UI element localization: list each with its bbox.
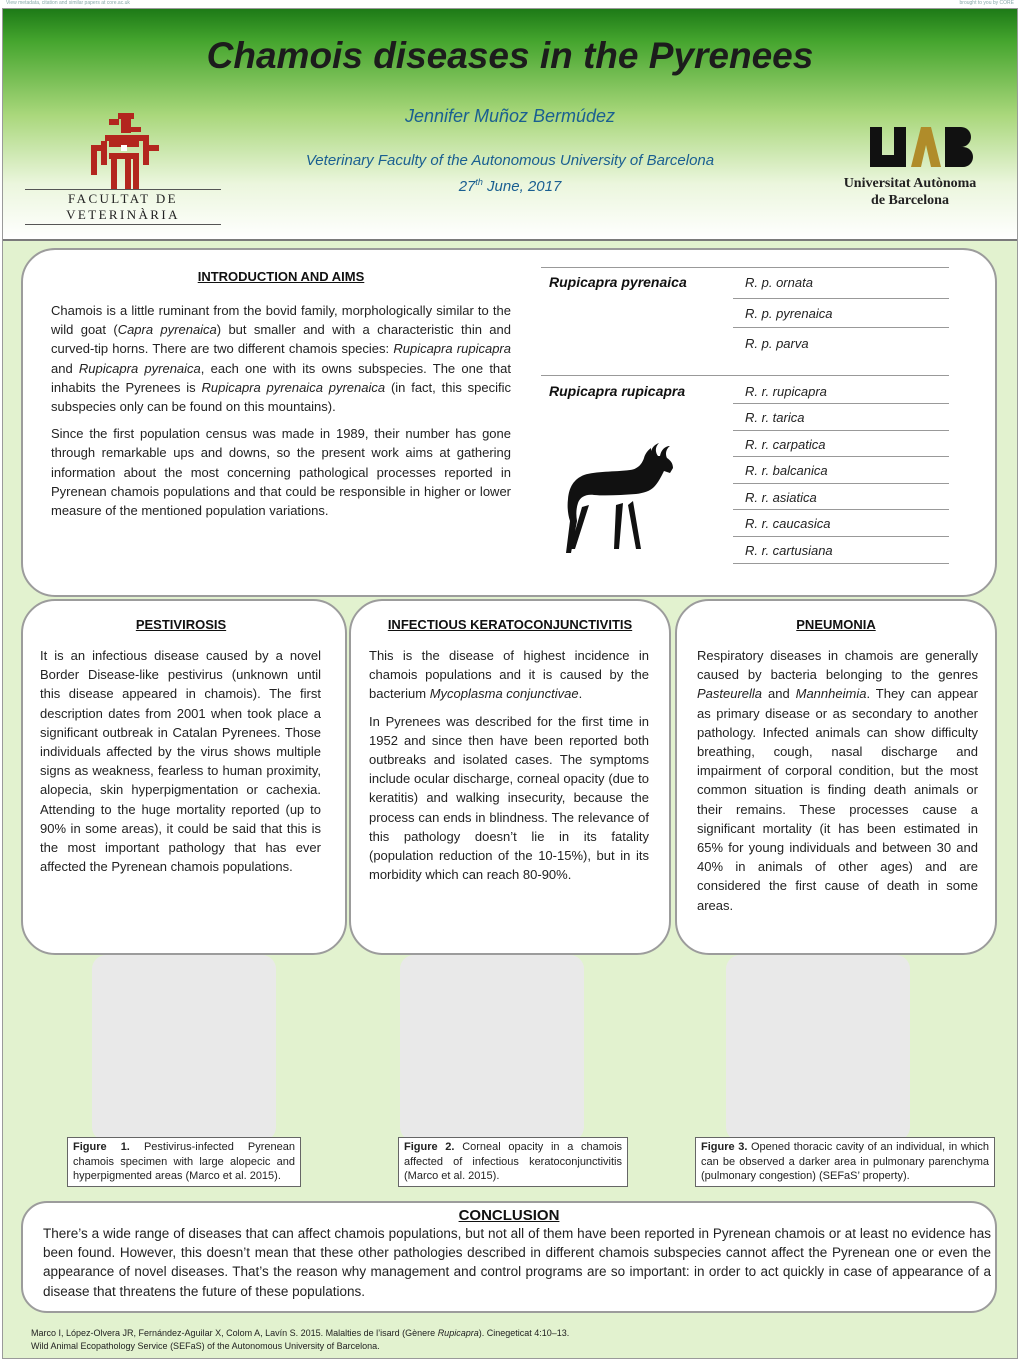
ikc-paragraph-1: This is the disease of highest incidence in chamois populations and it is caused by the bacterium Mycoplasma conjunctivae. [369,648,649,702]
core-badge[interactable]: brought to you by CORE [959,0,1014,6]
author-name: Jennifer Muñoz Bermúdez [404,106,616,126]
subspecies-cell: R. r. asiatica [745,490,817,505]
affiliation: Veterinary Faculty of the Autonomous University of Barcelona [305,152,715,169]
poster-header [3,9,1017,241]
figure-3-caption: Figure 3. Opened thoracic cavity of an individual, in which can be observed a darker area in pulmonary parenchyma (pulmonary congestion) (SEFaS’ property). [695,1137,995,1187]
reference-2: Wild Animal Ecopathology Service (SEFaS) of the Autonomous University of Barcelona. [31,1341,380,1351]
pestivirosis-text: It is an infectious disease caused by a novel Border Disease-like pestivirus (unknown until this disease appeared in chamois). The first description dates from 2001 when took place a significant outbreak in Catalan Pyrenees. Those individuals affected by the virus shows multiple signs as weakness, fearless to human proximity, alopecia, skin hyperpigmentation or cachexia. Attending to the huge mortality reported (up to 90% in some areas), it could be said that this is the most important pathology that has ever affected the Pyrenean chamois populations. [40,648,321,875]
figure-1-photo [92,955,276,1141]
subspecies-cell: R. p. ornata [745,275,813,290]
pneumonia-title: PNEUMONIA [796,617,876,632]
subspecies-cell: R. p. pyrenaica [745,306,833,321]
figure-3-photo [726,955,910,1141]
subspecies-cell: R. r. tarica [745,410,805,425]
intro-title: INTRODUCTION AND AIMS [197,269,365,284]
subspecies-cell: R. r. cartusiana [745,543,833,558]
ikc-paragraph-2: In Pyrenees was described for the first time in 1952 and since then have been reported both outbreaks and isolated cases. The symptoms include ocular discharge, corneal opacity (due to keratitis) and walking insecurity, because the process can ends in blindness. The relevance of this pathology doesn’t lie in its fatality (population reduction of the 10-15%), but in its morbidity which can reach 80-90%. [369,713,649,883]
reference-1: Marco I, López-Olvera JR, Fernández-Aguilar X, Colom A, Lavín S. 2015. Malalties de l’isard (Gènere Rupicapra). Cinegeticat 4:10–13. [31,1328,570,1338]
intro-paragraph-2: Since the first population census was made in 1989, their number has gone through remarkable ups and downs, so the present work aims at gathering information about the most concerning pathological processes reported in Pyrenean chamois populations and that could be responsible in higher or lower measure of the mentioned population variations. [51,426,511,519]
conclusion-text: There’s a wide range of diseases that can affect chamois populations, but not all of them have been reported in Pyrenean chamois or at least no evidence has been found. However, this doesn’t mean that these other pathologies described in different chamois subspecies cannot affect the Pyrenean one or even the appearance of novel diseases. That’s the reason why management and control programs are so important: in order to act quickly in case of appearance of a disease that threatens the future of these populations. [43,1226,991,1299]
subspecies-cell: R. r. caucasica [745,516,831,531]
metadata-link[interactable]: View metadata, citation and similar papers at core.ac.uk [6,0,130,6]
figure-1-caption: Figure 1. Pestivirus-infected Pyrenean chamois specimen with large alopecic and hyperpigmented areas (Marco et al. 2015). [67,1137,301,1187]
pestivirosis-title: PESTIVIROSIS [135,617,227,632]
pneumonia-text: Respiratory diseases in chamois are generally caused by bacteria belonging to the genres Pasteurella and Mannheimia. They can appear as primary disease or as secondary to another pathology. Infected animals can show difficulty breathing, cough, nasal discharge and impairment of corporal condition, but the most common situation is finding death animals or their remains. These processes cause a significant mortality (it has been estimated in 65% for young individuals and between 30 and 40% in animals of other ages) and are considered the first cause of death in some areas. [697,648,978,913]
chamois-silhouette-icon [553,441,683,566]
figure-2-caption: Figure 2. Corneal opacity in a chamois affected of infectious keratoconjunctivitis (Marco et al. 2015). [398,1137,628,1187]
keratoconjunctivitis-title: INFECTIOUS KERATOCONJUNCTIVITIS [387,617,633,632]
subspecies-cell: R. p. parva [745,336,809,351]
references [31,1327,971,1353]
conclusion-title: CONCLUSION [458,1207,560,1224]
intro-text [51,301,511,528]
poster-title: Chamois diseases in the Pyrenees [206,35,814,76]
figure-2-photo [400,955,584,1141]
species-rupicapra: Rupicapra rupicapra [549,383,686,399]
veterinary-faculty-label: FACULTAT DE VETERINÀRIA [25,189,221,225]
intro-paragraph-1: Chamois is a little ruminant from the bovid family, morphologically similar to the wild goat (Capra pyrenaica) but smaller and with a characteristic thin and curved-tip horns. There are two different chamois species: Rupicapra rupicapra and Rupicapra pyrenaica, each one with its owns subspecies. The one that inhabits the Pyrenees is Rupicapra pyrenaica pyrenaica (in fact, this specific subspecies only can be found on this mountains). [51,303,512,415]
subspecies-cell: R. r. balcanica [745,463,828,478]
subspecies-cell: R. r. carpatica [745,437,826,452]
top-metadata-strip [0,0,1020,7]
species-pyrenaica: Rupicapra pyrenaica [549,274,687,290]
keratoconjunctivitis-text [369,646,649,892]
uab-letters: UAB [845,127,848,128]
poster [2,8,1018,1359]
subspecies-cell: R. r. rupicapra [745,384,827,399]
uab-name: Universitat Autònoma de Barcelona [843,176,977,208]
poster-date: 27th June, 2017 [458,177,562,195]
